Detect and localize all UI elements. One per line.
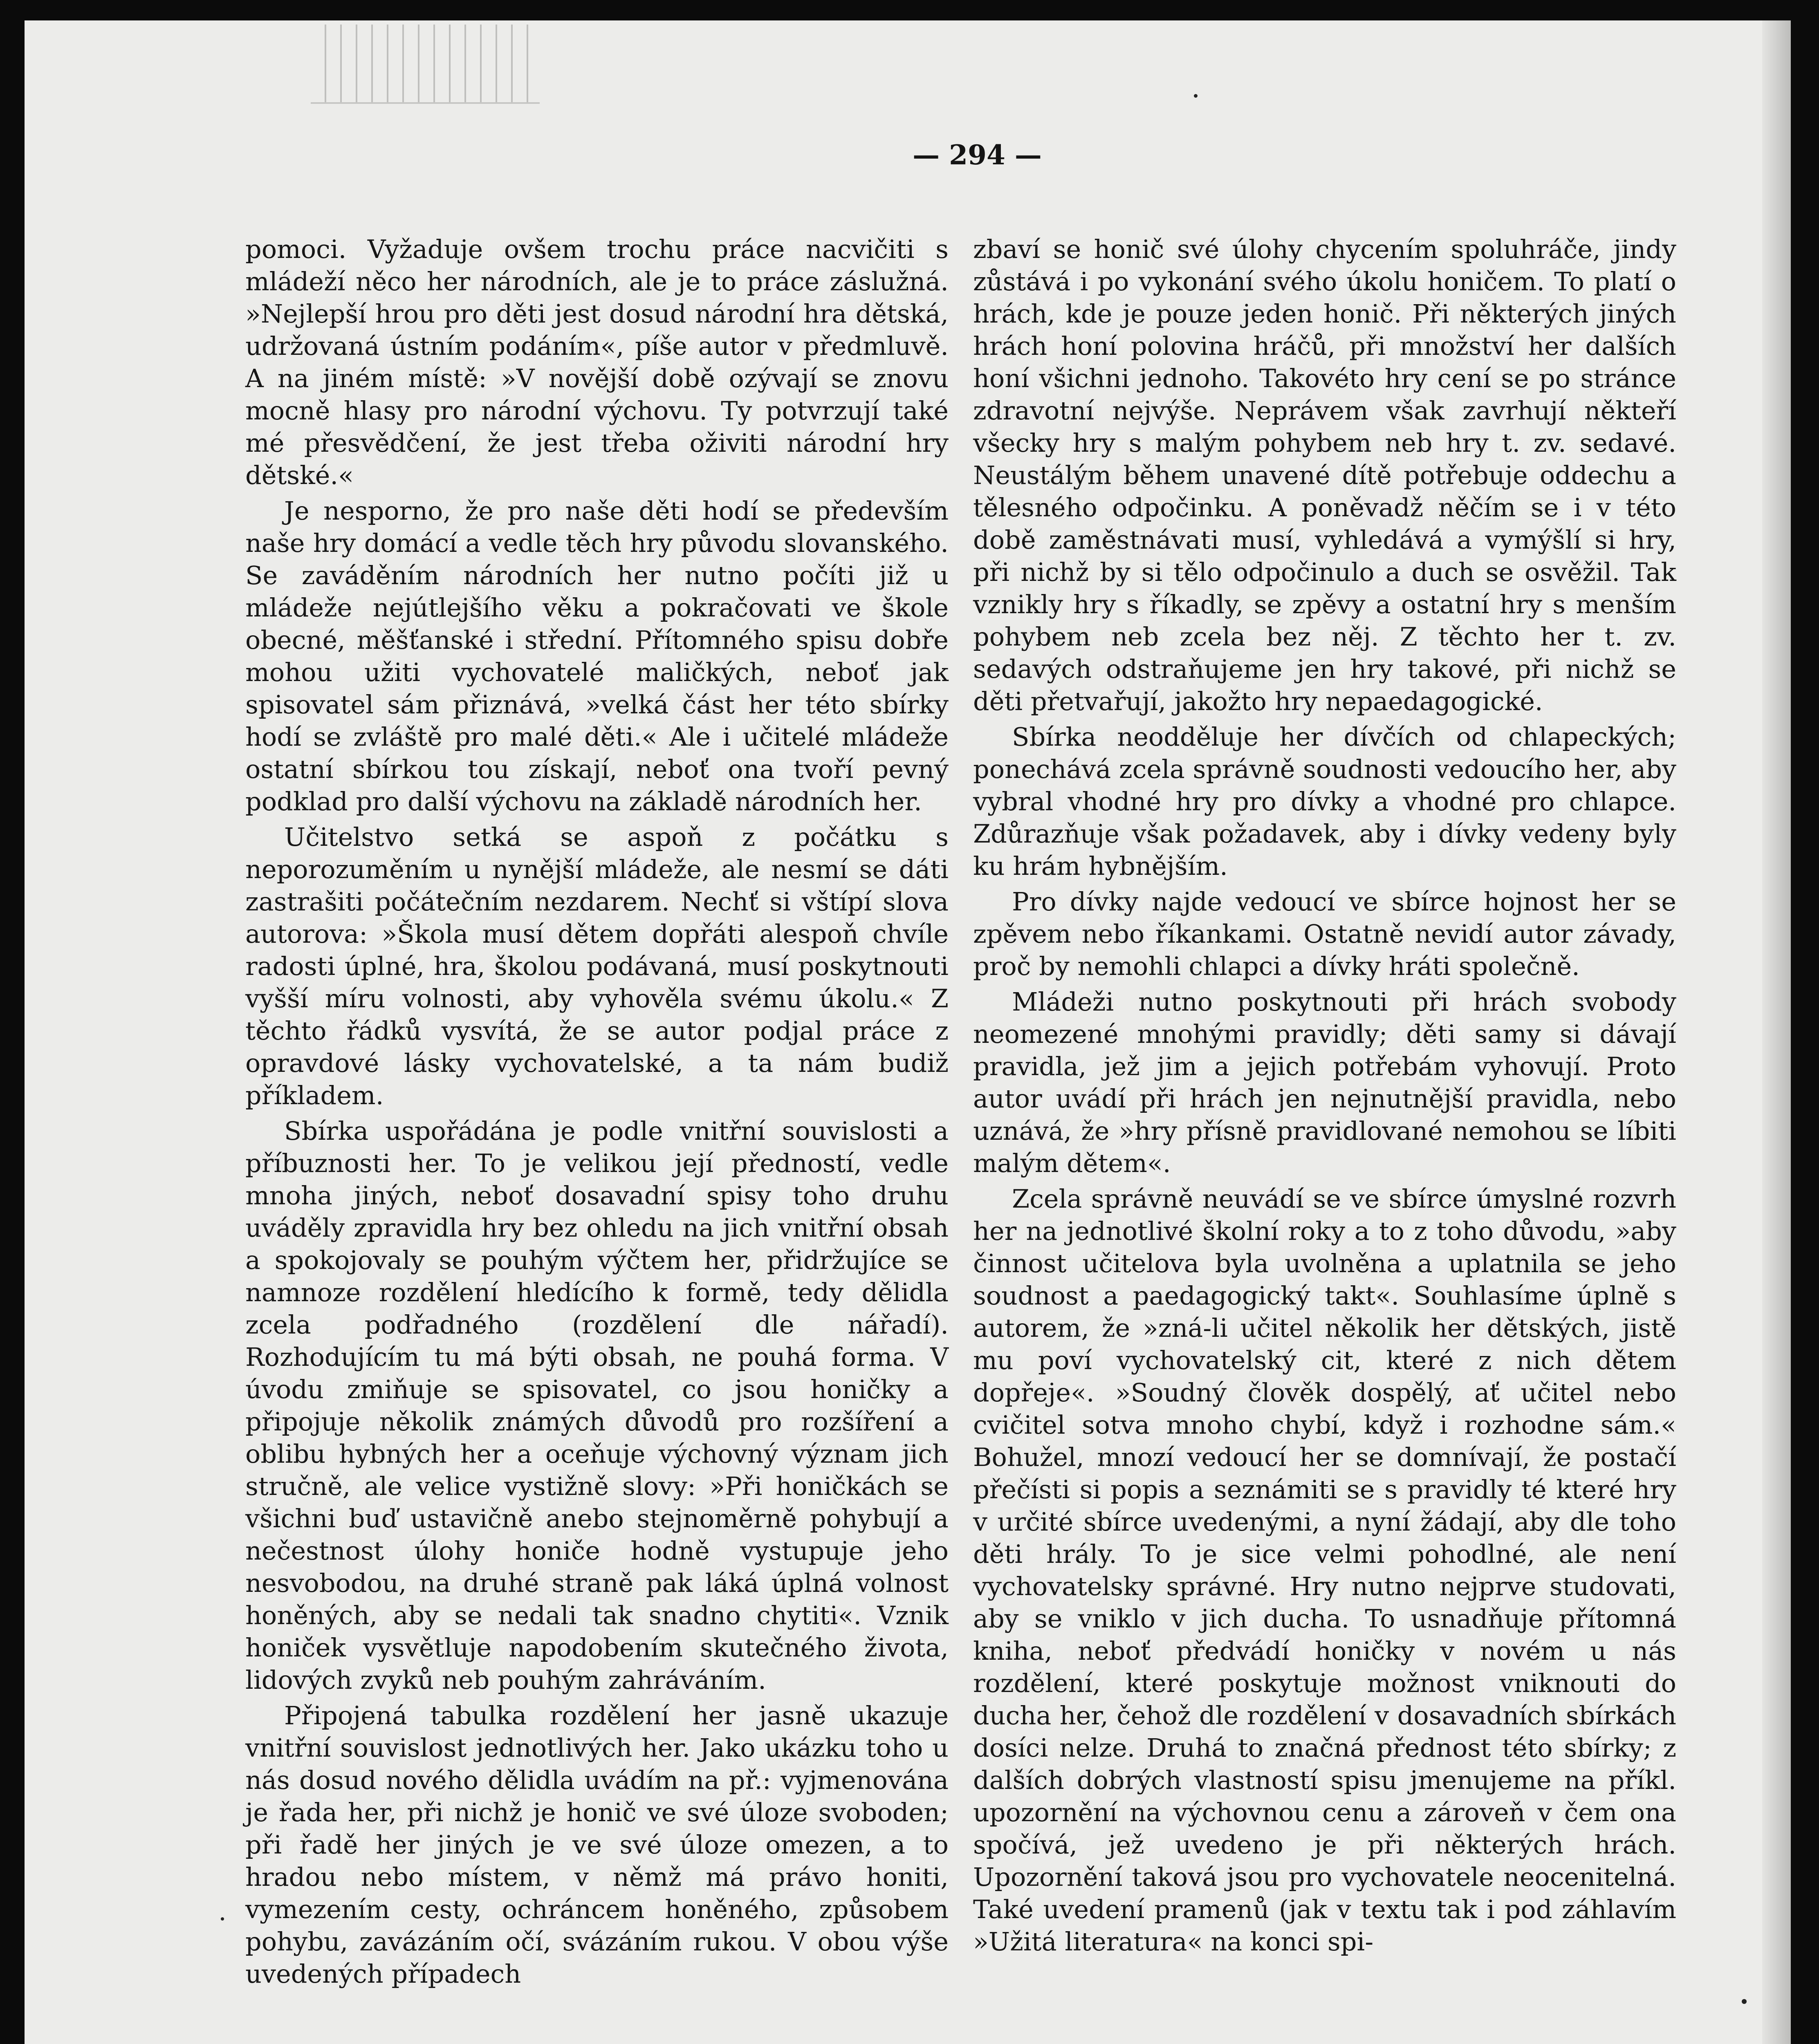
paragraph: zbaví se honič své úlohy chycením spoluhráče, jindy zůstává i po vykonání svého úkolu honičem. To platí o hrách, kde je pouze jeden honič. Při některých jiných hrách honí polovina hráčů, při množství her dalších honí všichni jednoho. Takovéto hry cení se po stránce zdravotní nejvýše. Neprávem však zavrhují někteří všecky hry s malým pohybem neb hry t. zv. sedavé. Neustálým během unavené dítě potřebuje oddechu a tělesného odpočinku. A poněvadž něčím se i v této době zaměstnávati musí, vyhledává a vymýšlí si hry, při nichž by si tělo odpočinulo a duch se osvěžil. Tak vznikly hry s říkadly, se zpěvy a ostatní hry s menším pohybem neb zcela bez něj. Z těchto her t. zv. sedavých odstraňujeme jen hry takové, při nichž se děti přetvařují, jakožto hry nepaedagogické. [973, 234, 1676, 716]
paragraph: Připojená tabulka rozdělení her jasně ukazuje vnitřní souvislost jednotlivých her. Jako ukázku toho u nás dosud nového dělidla uvádím na př.: vyjmenována je řada her, při nichž je honič ve své úloze svoboden; při řadě her jiných je ve své úloze omezen, a to hradou nebo místem, v němž má právo honiti, vymezením cesty, ochráncem honěného, způsobem pohybu, zavázáním očí, svázáním rukou. V obou výše uvedených případech [245, 1701, 949, 1989]
paragraph: Zcela správně neuvádí se ve sbírce úmyslné rozvrh her na jednotlivé školní roky a to z toho důvodu, »aby činnost učitelova byla uvolněna a uplatnila se jeho soudnost a paedagogický takt«. Souhlasíme úplně s autorem, že »zná-li učitel několik her dětských, jistě mu poví vychovatelský cit, které z nich dětem dopřeje«. »Soudný člověk dospělý, ať učitel nebo cvičitel sotva mnoho chybí, když i rozhodne sám.« Bohužel, mnozí vedoucí her se domnívají, že postačí přečísti si popis a seznámiti se s pravidly té které hry v určité sbírce uvedenými, a nyní žádají, aby dle toho děti hrály. To je sice velmi pohodlné, ale není vychovatelsky správné. Hry nutno nejprve studovati, aby se vniklo v jich ducha. To usnadňuje přítomná kniha, neboť předvádí honičky v novém u nás rozdělení, které poskytuje možnost vniknouti do ducha her, čehož dle rozdělení v dosavadních sbírkách dosíci nelze. Druhá to značná přednost této sbírky; z dalších dobrých vlastností spisu jmenujeme na příkl. upozornění na výchovnou cenu a zároveň v čem ona spočívá, jež uvedeno je při některých hrách. Upozornění taková jsou pro vychovatele neocenitelná. Také uvedení pramenů (jak v textu tak i pod záhlavím »Užitá literatura« na konci spi- [973, 1184, 1676, 1957]
scan-speck [1742, 1999, 1747, 2004]
page-number: — 294 — [913, 139, 1042, 171]
right-column [973, 233, 1676, 1961]
paragraph: Je nesporno, že pro naše děti hodí se především naše hry domácí a vedle těch hry původu slovanského. Se zaváděním národních her nutno počíti již u mládeže nejútlejšího věku a pokračovati ve škole obecné, měšťanské i střední. Přítomného spisu dobře mohou užiti vychovatelé maličkých, neboť jak spisovatel sám přiznává, »velká část her této sbírky hodí se zvláště pro malé děti.« Ale i učitelé mládeže ostatní sbírkou tou získají, neboť ona tvoří pevný podklad pro další výchovu na základě národních her. [245, 496, 949, 816]
paragraph: Pro dívky najde vedoucí ve sbírce hojnost her se zpěvem nebo říkankami. Ostatně nevidí autor závady, proč by nemohli chlapci a dívky hráti společně. [973, 887, 1676, 981]
scan-edge-shadow [1762, 20, 1791, 2044]
paragraph: pomoci. Vyžaduje ovšem trochu práce nacvičiti s mládeží něco her národních, ale je to práce záslužná. »Nejlepší hrou pro děti jest dosud národní hra dětská, udržovaná ústním podáním«, píše autor v předmluvě. A na jiném místě: »V novější době ozývají se znovu mocně hlasy pro národní výchovu. Ty potvrzují také mé přesvědčení, že jest třeba oživiti národní hry dětské.« [245, 234, 949, 490]
paragraph: Sbírka neodděluje her dívčích od chlapeckých; ponechává zcela správně soudnosti vedoucího her, aby vybral vhodné hry pro dívky a vhodné pro chlapce. Zdůrazňuje však požadavek, aby i dívky vedeny byly ku hrám hybnějším. [973, 722, 1677, 881]
scanned-page [25, 20, 1791, 2044]
paragraph: Sbírka uspořádána je podle vnitřní souvislosti a příbuznosti her. To je velikou její předností, vedle mnoha jiných, neboť dosavadní spisy toho druhu uváděly zpravidla hry bez ohledu na jich vnitřní obsah a spokojovaly se pouhým výčtem her, přidržujíce se namnoze rozdělení hledícího k formě, tedy dělidla zcela podřadného (rozdělení dle nářadí). Rozhodujícím tu má býti obsah, ne pouhá forma. V úvodu zmiňuje se spisovatel, co jsou honičky a připojuje několik známých důvodů pro rozšíření a oblibu hybných her a oceňuje výchovný význam jich stručně, ale velice vystižně slovy: »Při honičkách se všichni buď ustavičně anebo stejnoměrně pohybují a nečestnost úlohy honiče hodně vystupuje jeho nesvobodou, na druhé straně pak láká úplná volnost honěných, aby se nedali tak snadno chytiti«. Vznik honiček vysvětluje napodobením skutečného života, lidových zvyků neb pouhým zahráváním. [245, 1116, 949, 1695]
scan-speck [1194, 94, 1198, 98]
library-stamp-mark [311, 25, 540, 104]
scan-speck [221, 1917, 224, 1921]
paragraph: Učitelstvo setká se aspoň z počátku s neporozuměním u nynější mládeže, ale nesmí se dáti zastrašiti počátečním nezdarem. Nechť si vštípí slova autorova: »Škola musí dětem dopřáti alespoň chvíle radosti úplné, hra, školou podávaná, musí poskytnouti vyšší míru volnosti, aby vyhověla svému úkolu.« Z těchto řádků vysvítá, že se autor podjal práce z opravdové lásky vychovatelské, a ta nám budiž příkladem. [245, 822, 949, 1110]
paragraph: Mládeži nutno poskytnouti při hrách svobody neomezené mnohými pravidly; děti samy si dávají pravidla, jež jim a jejich potřebám vyhovují. Proto autor uvádí při hrách jen nejnutnější pravidla, nebo uznává, že »hry přísně pravidlované nemohou se líbiti malým dětem«. [973, 987, 1676, 1178]
left-column [245, 233, 949, 1993]
